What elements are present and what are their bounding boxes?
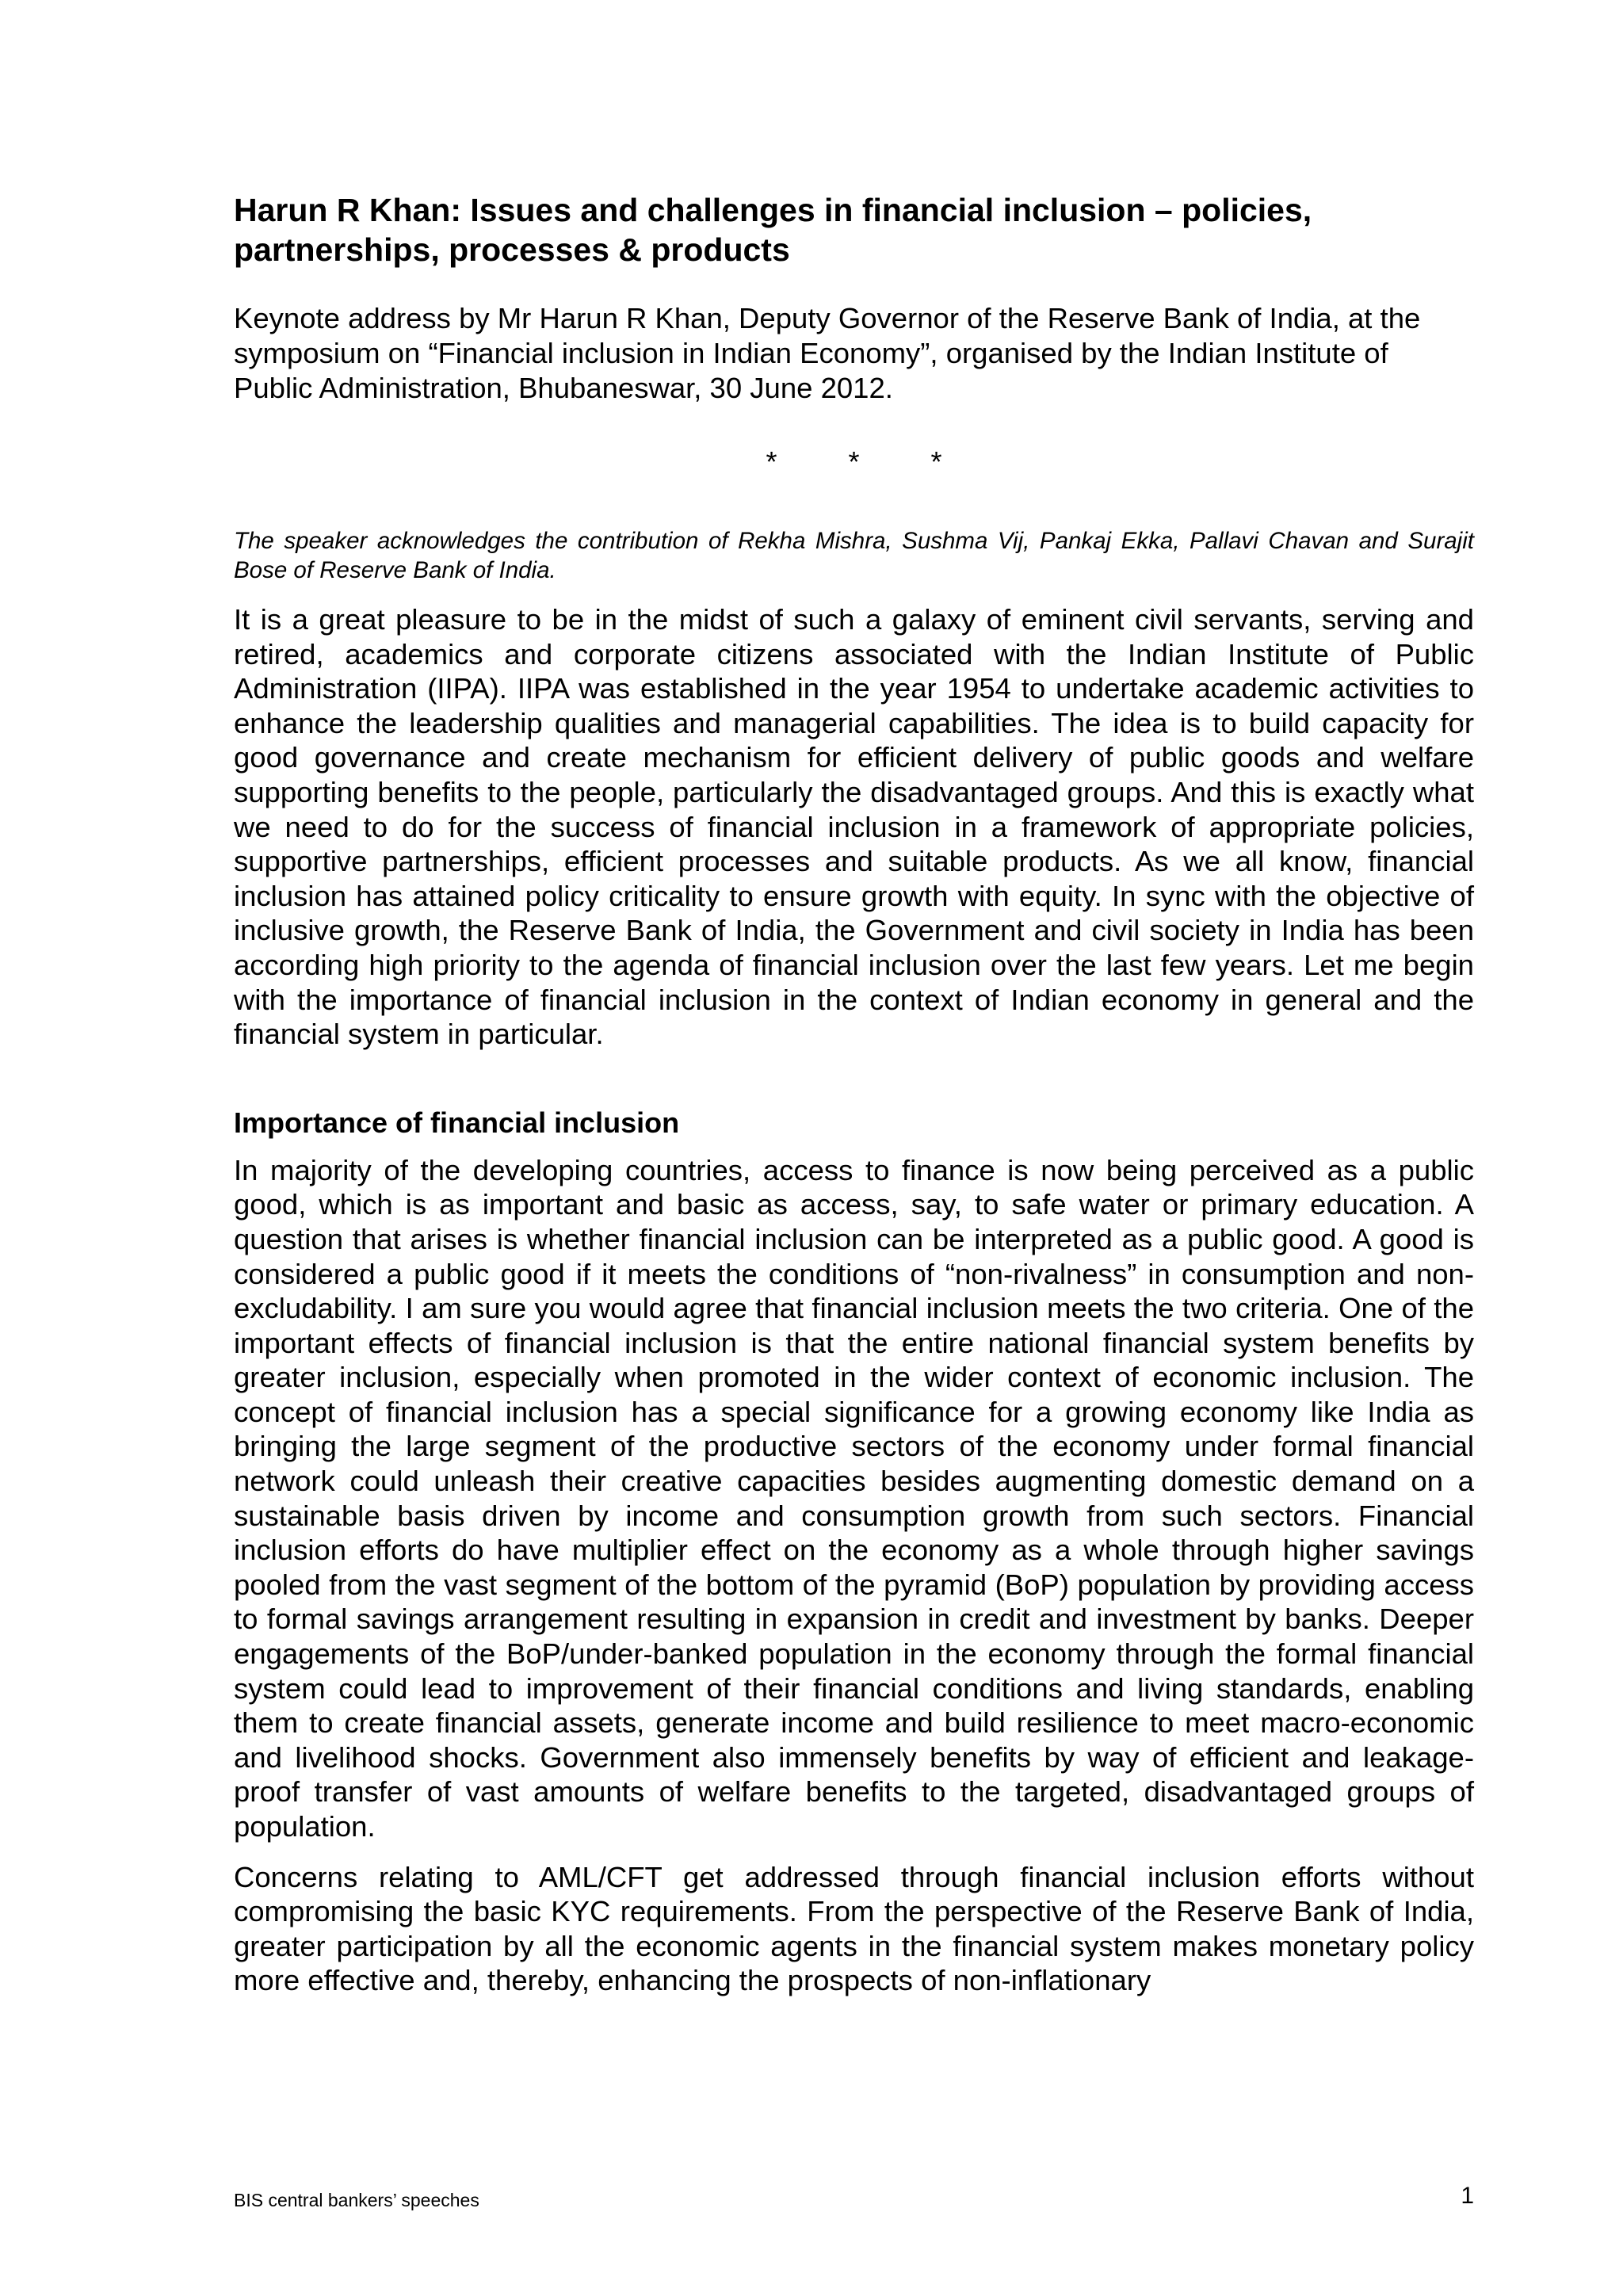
section-heading: Importance of financial inclusion <box>234 1106 680 1139</box>
speech-subtitle: Keynote address by Mr Harun R Khan, Deputy Governor of the Reserve Bank of India, at the symposium on “Financial inclusion in Indian Economy”, organised by the Indian Institute of Public Administration, Bhubaneswar, 30 June 2012. <box>234 302 1421 404</box>
intro-paragraph: It is a great pleasure to be in the midst of such a galaxy of eminent civil servants, serving and retired, academics and corporate citizens associated with the Indian Institute of Public Administration (IIPA). IIPA was established in the year 1954 to undertake academic activities to enhance the leadership qualities and managerial capabilities. The idea is to build capacity for good governance and create mechanism for efficient delivery of public goods and welfare supporting benefits to the people, particularly the disadvantaged groups. And this is exactly what we need to do for the success of financial inclusion in a framework of appropriate policies, supportive partnerships, efficient processes and suitable products. As we all know, financial inclusion has attained policy criticality to ensure growth with equity. In sync with the objective of inclusive growth, the Reserve Bank of India, the Government and civil society in India has been according high priority to the agenda of financial inclusion over the last few years. Let me begin with the importance of financial inclusion in the context of Indian economy in general and the financial system in particular. <box>234 603 1474 1051</box>
section-paragraph: In majority of the developing countries, access to finance is now being perceived as a public good, which is as important and basic as access, say, to safe water or primary education. A question that arises is whether financial inclusion can be interpreted as a public good. A good is considered a public good if it meets the conditions of “non-rivalness” in consumption and non-excludability. I am sure you would agree that financial inclusion meets the two criteria. One of the important effects of financial inclusion is that the entire national financial system benefits by greater inclusion, especially when promoted in the wider context of economic inclusion. The concept of financial inclusion has a special significance for a growing economy like India as bringing the large segment of the productive sectors of the economy under formal financial network could unleash their creative capacities besides augmenting domestic demand on a sustainable basis driven by income and consumption growth from such sectors. Financial inclusion efforts do have multiplier effect on the economy as a whole through higher savings pooled from the vast segment of the bottom of the pyramid (BoP) population by providing access to formal savings arrangement resulting in expansion in credit and investment by banks. Deeper engagements of the BoP/under-banked population in the economy through the formal financial system could lead to improvement of their financial conditions and living standards, enabling them to create financial assets, generate income and build resilience to meet macro-economic and livelihood shocks. Government also immensely benefits by way of efficient and leakage-proof transfer of vast amounts of welfare benefits to the targeted, disadvantaged groups of population. <box>234 1153 1474 1843</box>
section-separator: * * * <box>766 445 974 478</box>
document-body <box>234 190 1474 2014</box>
speech-title: Harun R Khan: Issues and challenges in financial inclusion – policies, partnerships, processes & products <box>234 192 1312 268</box>
footer-source: BIS central bankers’ speeches <box>234 2190 479 2210</box>
acknowledgement-note: The speaker acknowledges the contribution of Rekha Mishra, Sushma Vij, Pankaj Ekka, Pallavi Chavan and Surajit Bose of Reserve Bank of India. <box>234 528 1474 583</box>
section-paragraph: Concerns relating to AML/CFT get addressed through financial inclusion efforts without compromising the basic KYC requirements. From the perspective of the Reserve Bank of India, greater participation by all the economic agents in the financial system makes monetary policy more effective and, thereby, enhancing the prospects of non-inflationary <box>234 1860 1474 1997</box>
page-number: 1 <box>1461 2183 1474 2209</box>
